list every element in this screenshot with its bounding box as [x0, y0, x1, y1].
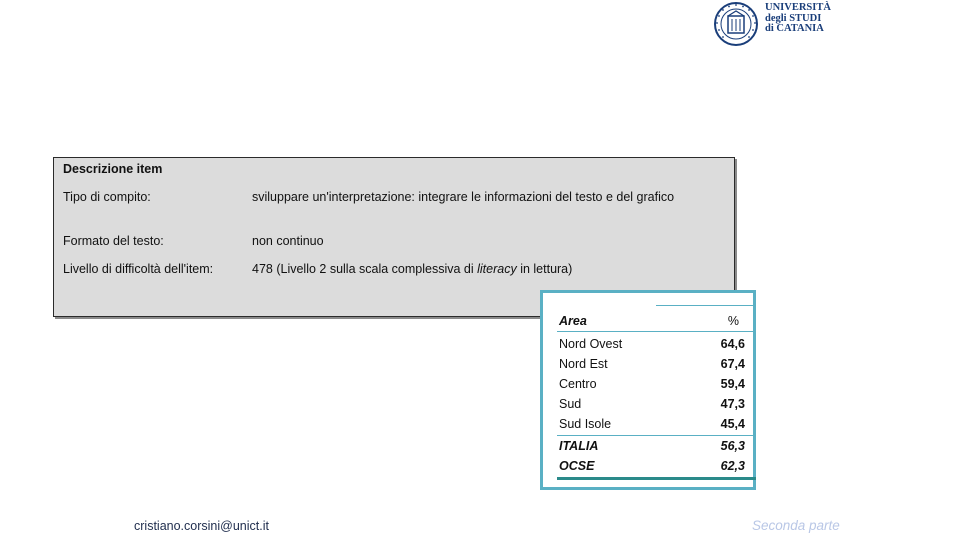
total-area: ITALIA — [559, 439, 599, 453]
difficulty-value — [252, 262, 722, 276]
logo-line-2: degli STUDI — [765, 12, 822, 24]
difficulty-value-italic: literacy — [477, 262, 517, 276]
table-row — [559, 357, 745, 375]
difficulty-label: Livello di difficoltà dell'item: — [63, 262, 214, 276]
table-total-row — [559, 439, 745, 457]
task-type-value: sviluppare un'interpretazione: integrare le informazioni del testo e del grafico — [252, 190, 675, 204]
row-percent: 64,6 — [720, 337, 745, 351]
row-area: Centro — [559, 377, 597, 391]
row-area: Nord Ovest — [559, 337, 623, 351]
university-seal-icon — [713, 1, 759, 47]
table-row — [559, 397, 745, 415]
logo-line-1: UNIVERSITÀ — [765, 2, 831, 13]
text-format-label: Formato del testo: — [63, 234, 164, 248]
row-percent: 67,4 — [720, 357, 745, 371]
logo-line-3: di CATANIA — [765, 23, 824, 34]
table-top-rule — [656, 305, 756, 306]
total-percent: 56,3 — [720, 439, 745, 453]
footer-section-label: Seconda parte — [752, 518, 840, 533]
table-row — [559, 417, 745, 435]
total-percent: 62,3 — [720, 459, 745, 473]
table-header-rule — [557, 331, 756, 332]
text-format-value: non continuo — [252, 234, 324, 248]
row-area: Sud — [559, 397, 582, 411]
table-row — [559, 337, 745, 355]
row-percent: 45,4 — [720, 417, 745, 431]
difficulty-value-prefix: 478 (Livello 2 sulla scala complessiva di — [252, 262, 478, 276]
row-percent: 59,4 — [720, 377, 745, 391]
table-header-area: Area — [559, 314, 587, 328]
description-title: Descrizione item — [63, 162, 163, 176]
footer-email: cristiano.corsini@unict.it — [134, 519, 269, 533]
row-area: Nord Est — [559, 357, 608, 371]
task-type-label: Tipo di compito: — [63, 190, 151, 204]
results-table — [540, 290, 756, 490]
table-row — [559, 377, 745, 395]
table-total-rule — [557, 435, 756, 436]
difficulty-value-suffix: in lettura) — [516, 262, 573, 276]
row-percent: 47,3 — [720, 397, 745, 411]
row-area: Sud Isole — [559, 417, 612, 431]
table-header-percent: % — [727, 314, 739, 328]
total-area: OCSE — [559, 459, 595, 473]
table-bottom-rule — [557, 477, 756, 480]
university-logo — [713, 0, 833, 48]
table-total-row — [559, 459, 745, 477]
